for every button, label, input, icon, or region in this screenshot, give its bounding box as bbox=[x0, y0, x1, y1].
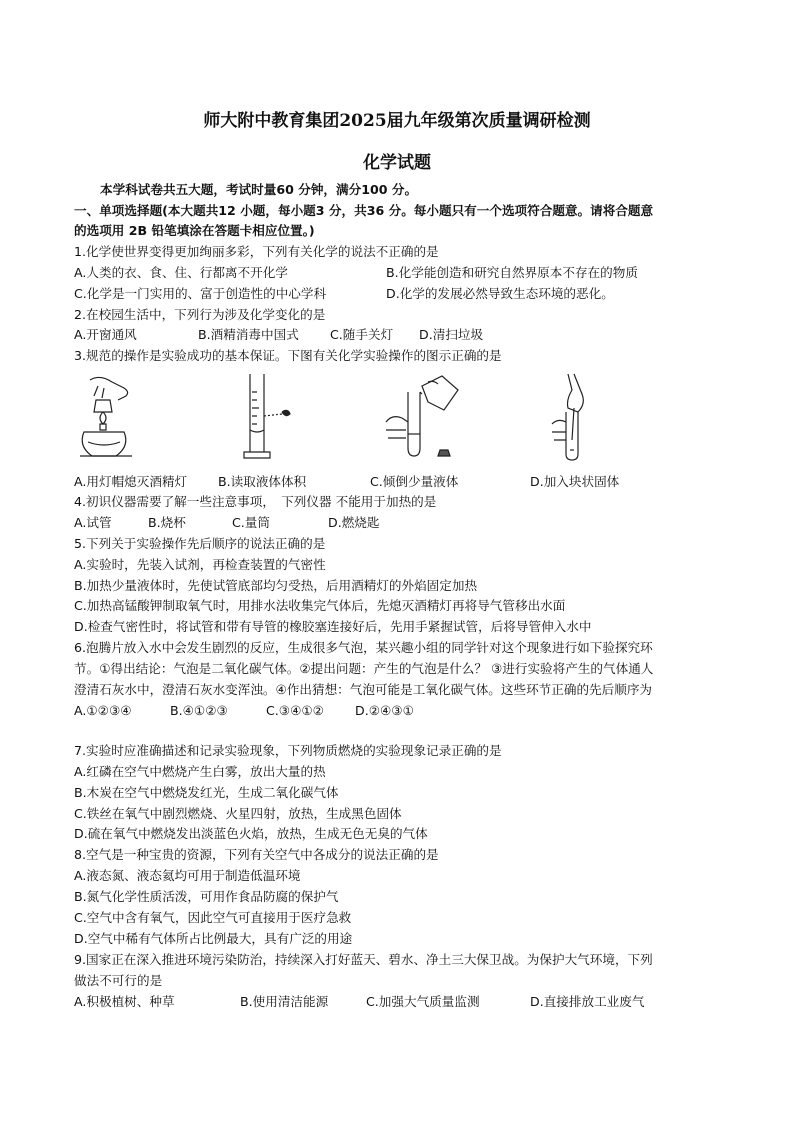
q5-option-a: A.实验时，先装入试剂，再检查装置的气密性 bbox=[74, 557, 326, 572]
q8-option-c: C.空气中含有氧气，因此空气可直接用于医疗急救 bbox=[74, 910, 352, 925]
q4-stem: 4.初识仪器需要了解一些注意事项， 下列仪器 不能用于加热的是 bbox=[74, 494, 437, 509]
q9-stem-line1: 9.国家正在深入推进环境污染防治，持续深入打好蓝天、碧水、净土三大保卫战。为保护大气环境，下列 bbox=[74, 952, 653, 967]
q4-option-b: B.烧杯 bbox=[148, 515, 186, 530]
q4-option-d: D.燃烧匙 bbox=[328, 515, 380, 530]
q6-stem-line2: 节。①得出结论：气泡是二氧化碳气体。②提出问题：产生的气泡是什么？ ③进行实验将产生的气体通人 bbox=[74, 661, 654, 676]
q7-option-c: C.铁丝在氧气中剧烈燃烧、火星四射，放热，生成黑色固体 bbox=[74, 806, 402, 821]
q9-option-d: D.直接排放工业废气 bbox=[530, 994, 645, 1009]
q5-option-b: B.加热少量液体时，先使试管底部均匀受热，后用酒精灯的外焰固定加热 bbox=[74, 578, 478, 593]
q8-option-b: B.氮气化学性质活泼，可用作食品防腐的保护气 bbox=[74, 889, 339, 904]
q5-stem: 5.下列关于实验操作先后顺序的说法正确的是 bbox=[74, 536, 326, 551]
q2-option-d: D.清扫垃圾 bbox=[419, 327, 484, 342]
q1-option-d: D.化学的发展必然导致生态环境的恶化。 bbox=[386, 286, 614, 301]
q8-option-a: A.液态氮、液态氦均可用于制造低温环境 bbox=[74, 868, 301, 883]
figure-pouring-liquid bbox=[378, 372, 468, 464]
q3-stem: 3.规范的操作是实验成功的基本保证。下图有关化学实验操作的图示正确的是 bbox=[74, 348, 502, 363]
q5-option-d: D.检查气密性时，将试管和带有导管的橡胶塞连接好后，先用手紧握试管，后将导管伸入水中 bbox=[74, 619, 592, 634]
q6-option-a: A.①②③④ bbox=[74, 703, 132, 718]
section1-heading-cont: 的选项用 2B 铅笔填涂在答题卡相应位置。) bbox=[74, 223, 315, 238]
exam-title: 师大附中教育集团2025届九年级第次质量调研检测 bbox=[203, 111, 591, 131]
figure-alcohol-lamp bbox=[70, 372, 150, 464]
q5-option-c: C.加热高锰酸钾制取氧气时，用排水法收集完气体后，先熄灭酒精灯再将导气管移出水面 bbox=[74, 598, 566, 613]
q3-option-d: D.加入块状固体 bbox=[530, 474, 620, 489]
q7-option-d: D.硫在氧气中燃烧发出淡蓝色火焰，放热，生成无色无臭的气体 bbox=[74, 826, 428, 841]
q6-stem-line3: 澄清石灰水中，澄清石灰水变浑浊。④作出猜想：气泡可能是工氧化碳气体。这些环节正确的先后顺序为 bbox=[74, 682, 653, 697]
q8-option-d: D.空气中稀有气体所占比例最大，具有广泛的用途 bbox=[74, 931, 353, 946]
q1-stem: 1.化学使世界变得更加绚丽多彩，下列有关化学的说法不正确的是 bbox=[74, 244, 439, 259]
section1-heading: 一、单项选择题(本大题共12 小题，每小题3 分，共36 分。每小题只有一个选项符合题意。请将合题意 bbox=[74, 203, 654, 218]
q3-option-c: C.倾倒少量液体 bbox=[370, 474, 459, 489]
exam-intro: 本学科试卷共五大题，考试时量60 分钟，满分100 分。 bbox=[100, 182, 418, 197]
q6-option-c: C.③④①② bbox=[266, 703, 324, 718]
q6-stem-line1: 6.泡腾片放入水中会发生剧烈的反应，生成很多气泡，某兴趣小组的同学针对这个现象进行如下验探究环 bbox=[74, 640, 653, 655]
q4-option-a: A.试管 bbox=[74, 515, 112, 530]
q3-option-b: B.读取液体体积 bbox=[218, 474, 307, 489]
figure-graduated-cylinder bbox=[240, 372, 300, 464]
q4-option-c: C.量筒 bbox=[232, 515, 270, 530]
q2-option-a: A.开窗通风 bbox=[74, 327, 137, 342]
q1-option-a: A.人类的衣、食、住、行都离不开化学 bbox=[74, 265, 288, 280]
q7-stem: 7.实验时应准确描述和记录实验现象，下列物质燃烧的实验现象记录正确的是 bbox=[74, 743, 502, 758]
subject-title: 化学试题 bbox=[363, 153, 431, 173]
q1-option-b: B.化学能创造和研究自然界原本不存在的物质 bbox=[386, 265, 638, 280]
q6-option-b: B.④①②③ bbox=[170, 703, 228, 718]
q9-option-b: B.使用清洁能源 bbox=[240, 994, 329, 1009]
q2-option-b: B.酒精消毒中国式 bbox=[198, 327, 299, 342]
q1-option-c: C.化学是一门实用的、富于创造性的中心学科 bbox=[74, 286, 327, 301]
q7-option-a: A.红磷在空气中燃烧产生白雾，放出大量的热 bbox=[74, 764, 326, 779]
figure-adding-solid bbox=[548, 372, 618, 464]
q2-stem: 2.在校园生活中，下列行为涉及化学变化的是 bbox=[74, 307, 326, 322]
q6-option-d: D.②④③① bbox=[355, 703, 414, 718]
q3-option-a: A.用灯帽熄灭酒精灯 bbox=[74, 474, 188, 489]
q7-option-b: B.木炭在空气中燃烧发红光，生成二氧化碳气体 bbox=[74, 785, 339, 800]
q8-stem: 8.空气是一种宝贵的资源，下列有关空气中各成分的说法正确的是 bbox=[74, 847, 439, 862]
q9-option-a: A.积极植树、种草 bbox=[74, 994, 175, 1009]
q2-option-c: C.随手关灯 bbox=[330, 327, 394, 342]
q9-option-c: C.加强大气质量监测 bbox=[366, 994, 480, 1009]
q9-stem-line2: 做法不可行的是 bbox=[74, 973, 163, 988]
